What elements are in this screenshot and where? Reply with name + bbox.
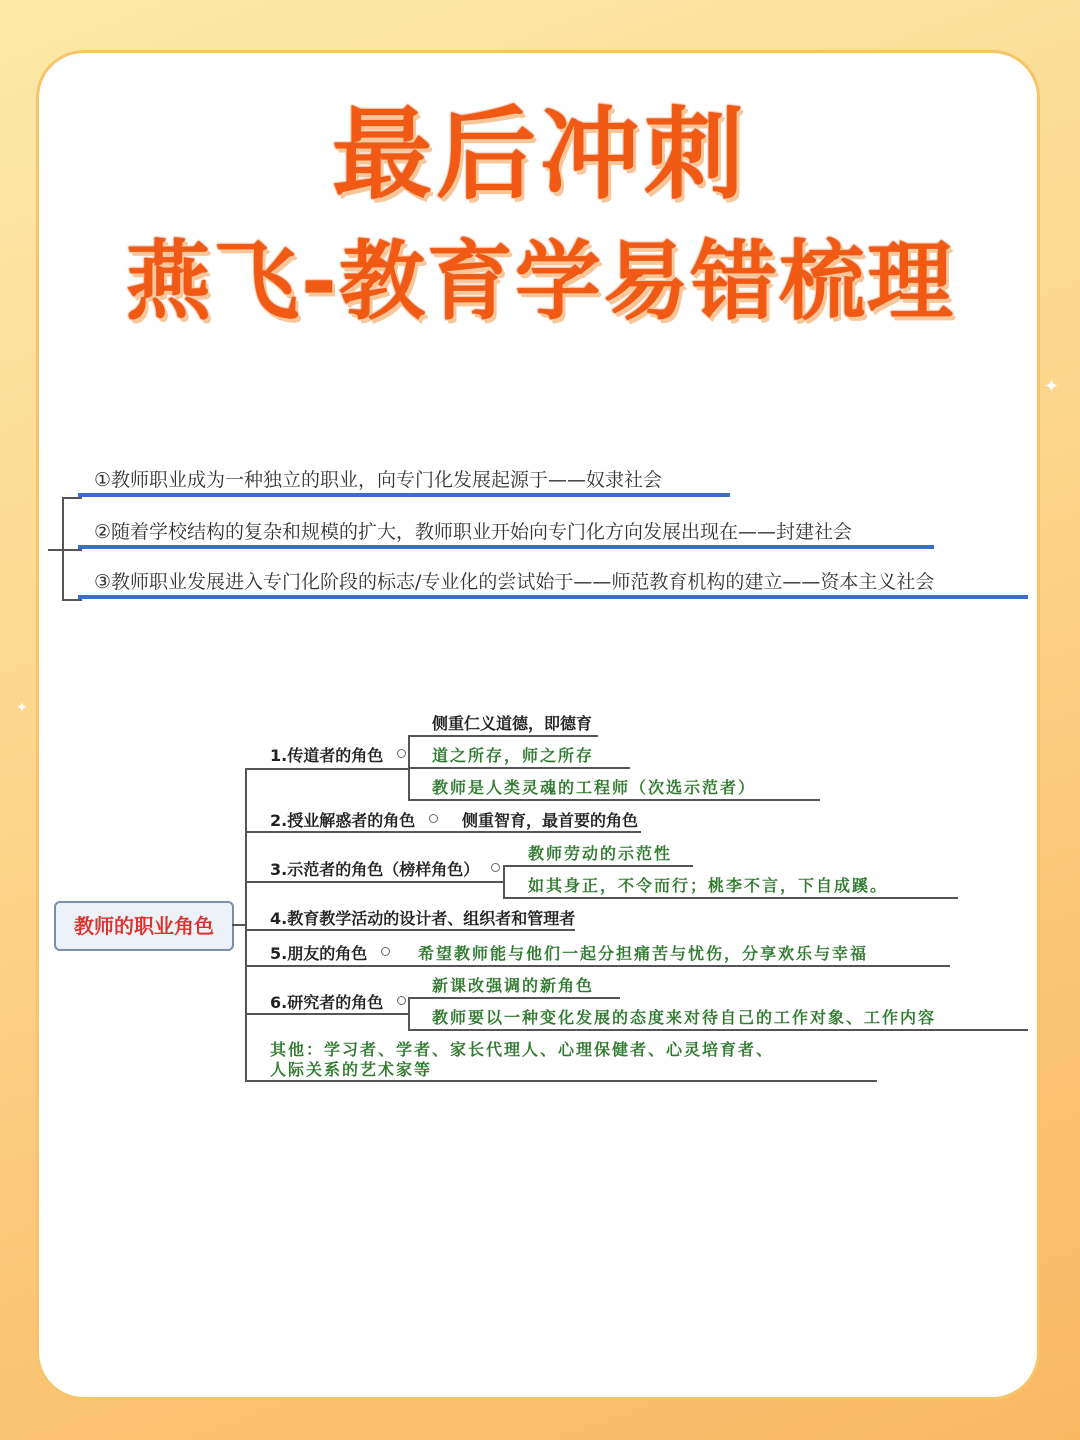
leaf-text: 道之所存，师之所存 (432, 746, 595, 765)
mindmap-root: 教师的职业角色 (54, 901, 234, 951)
connector-line (408, 799, 820, 801)
connector-line (408, 735, 598, 737)
sparkle-icon: ✦ (16, 700, 28, 716)
list-item: ②随着学校结构的复杂和规模的扩大，教师职业开始向专门化方向发展出现在——封建社会 (94, 521, 853, 543)
page-subtitle: 燕飞-教育学易错梳理 (125, 232, 955, 332)
branch-label: 3.示范者的角色（榜样角色） (270, 860, 480, 879)
leaf-text: 教师是人类灵魂的工程师（次选示范者） (432, 778, 757, 797)
connector-line (408, 997, 620, 999)
sparkle-icon: ✦ (1044, 376, 1060, 397)
connector-line (503, 897, 958, 899)
leaf-text: 教师要以一种变化发展的态度来对待自己的工作对象、工作内容 (432, 1008, 937, 1027)
connector-line (245, 768, 408, 770)
development-list (48, 455, 1038, 610)
branch-label: 2.授业解惑者的角色 (270, 811, 416, 830)
branch-label: 6.研究者的角色 (270, 993, 384, 1012)
leaf-text: 新课改强调的新角色 (432, 976, 595, 995)
mindmap (48, 705, 1033, 1090)
leaf-text: 希望教师能与他们一起分担痛苦与忧伤，分享欢乐与幸福 (418, 944, 869, 963)
tree-line (62, 599, 82, 601)
branch-label: 人际关系的艺术家等 (270, 1060, 433, 1079)
leaf-text: 如其身正，不令而行；桃李不言，下自成蹊。 (528, 876, 889, 895)
connector-line (245, 768, 247, 1081)
collapse-toggle[interactable] (397, 996, 406, 1005)
leaf-text: 教师劳动的示范性 (528, 844, 673, 863)
connector-line (503, 865, 505, 899)
underline (78, 493, 730, 497)
branch-label: 5.朋友的角色 (270, 944, 368, 963)
connector-line (232, 924, 246, 926)
collapse-toggle[interactable] (397, 749, 406, 758)
branch-label: 其他：学习者、学者、家长代理人、心理保健者、心灵培育者、 (270, 1040, 775, 1059)
list-item: ③教师职业发展进入专门化阶段的标志/专业化的尝试始于——师范教育机构的建立——资本主义社会 (94, 571, 935, 593)
connector-line (245, 831, 641, 833)
underline (78, 595, 1028, 599)
leaf-text: 侧重智育，最首要的角色 (462, 811, 639, 830)
collapse-toggle[interactable] (429, 814, 438, 823)
connector-line (245, 1013, 409, 1015)
connector-line (408, 1029, 1028, 1031)
connector-line (245, 965, 950, 967)
underline (78, 545, 934, 549)
collapse-toggle[interactable] (381, 947, 390, 956)
branch-label: 1.传道者的角色 (270, 746, 384, 765)
connector-line (503, 865, 693, 867)
connector-line (245, 1080, 877, 1082)
collapse-toggle[interactable] (491, 863, 500, 872)
tree-line (62, 497, 82, 499)
leaf-text: 侧重仁义道德，即德育 (432, 714, 593, 733)
branch-label: 4.教育教学活动的设计者、组织者和管理者 (270, 909, 576, 928)
connector-line (408, 997, 410, 1031)
connector-line (245, 881, 503, 883)
connector-line (408, 767, 630, 769)
tree-line (48, 549, 82, 551)
connector-line (245, 929, 575, 931)
list-item: ①教师职业成为一种独立的职业，向专门化发展起源于——奴隶社会 (94, 469, 663, 491)
page-title: 最后冲刺 (332, 96, 748, 213)
